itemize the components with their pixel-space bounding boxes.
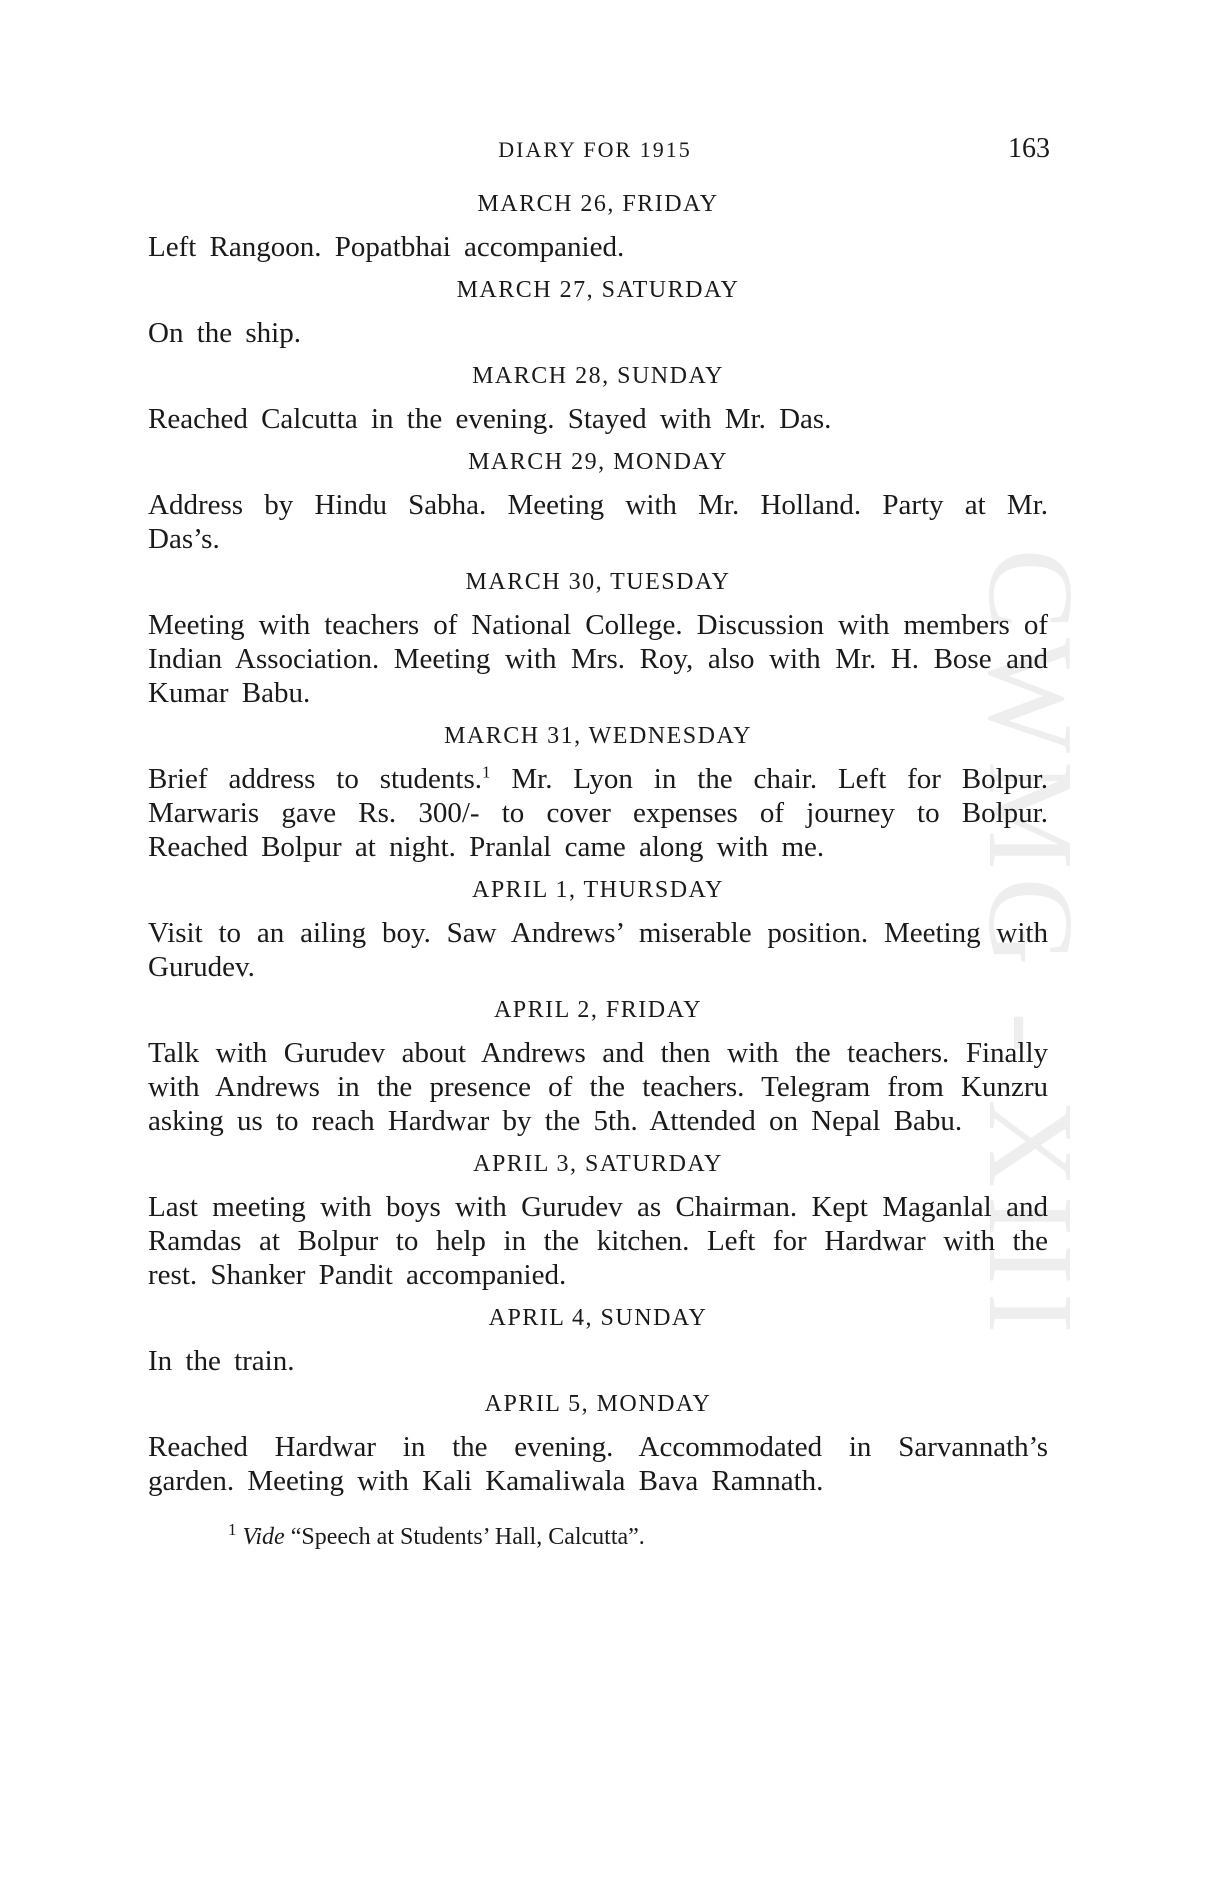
entry-text: Address by Hindu Sabha. Meeting with Mr. Holland. Party at Mr. Das’s. xyxy=(148,489,1048,555)
footnote-mark: 1 xyxy=(228,1520,237,1539)
entry-text-part: Brief address to students. xyxy=(148,763,482,795)
entry-date: MARCH 27, SATURDAY xyxy=(456,277,740,303)
footnote-italic: Vide xyxy=(242,1524,285,1550)
running-title: DIARY FOR 1915 xyxy=(498,137,692,162)
entry-date: MARCH 28, SUNDAY xyxy=(472,363,724,389)
entry-text: Talk with Gurudev about Andrews and then with the teachers. Finally with Andrews in the presence of the teachers. Telegram from Kunzru asking us to reach Hardwar by the 5th. Attended on Nepal Babu. xyxy=(148,1037,1048,1137)
entry-text xyxy=(148,762,1048,864)
entry-date: APRIL 2, FRIDAY xyxy=(493,997,703,1023)
entry-text: On the ship. xyxy=(148,317,301,349)
entry-date: MARCH 26, FRIDAY xyxy=(477,191,719,217)
entry-text: Last meeting with boys with Gurudev as Chairman. Kept Maganlal and Ramdas at Bolpur to help in the kitchen. Left for Hardwar with the rest. Shanker Pandit accompanied. xyxy=(148,1191,1048,1291)
entry-text: Visit to an ailing boy. Saw Andrews’ miserable position. Meeting with Gurudev. xyxy=(148,917,1048,983)
entry-text-part: Mr. Lyon in the chair. Left for Bolpur. Marwaris gave Rs. 300/- to cover expenses of journey to Bolpur. Reached Bolpur at night. Pranlal came along with me. xyxy=(148,763,1048,863)
entry-date: MARCH 30, TUESDAY xyxy=(465,569,731,595)
entry-text: Reached Hardwar in the evening. Accommodated in Sarvannath’s garden. Meeting with Kali Kamaliwala Bava Ramnath. xyxy=(148,1431,1048,1497)
running-header xyxy=(150,133,1050,173)
entry-text: Left Rangoon. Popatbhai accompanied. xyxy=(148,231,625,263)
watermark-text: CWMG - XIII xyxy=(963,548,1098,1342)
entry-date: MARCH 31, WEDNESDAY xyxy=(444,723,752,749)
entry-date: APRIL 1, THURSDAY xyxy=(472,877,724,903)
entry-date: APRIL 5, MONDAY xyxy=(484,1391,712,1417)
entry-text: In the train. xyxy=(148,1345,295,1377)
entry-text: Reached Calcutta in the evening. Stayed with Mr. Das. xyxy=(148,403,832,435)
entry-date: APRIL 3, SATURDAY xyxy=(473,1151,723,1177)
entry-text: Meeting with teachers of National College. Discussion with members of Indian Association. Meeting with Mrs. Roy, also with Mr. H. Bose and Kumar Babu. xyxy=(148,609,1048,709)
entry-date: APRIL 4, SUNDAY xyxy=(488,1305,708,1331)
diary-body xyxy=(148,188,1048,1552)
footnote-text: “Speech at Students’ Hall, Calcutta”. xyxy=(284,1524,645,1550)
footnote-reference: 1 xyxy=(482,762,491,782)
page-number: 163 xyxy=(1008,133,1050,164)
footnote xyxy=(148,1522,1048,1552)
entry-date: MARCH 29, MONDAY xyxy=(468,449,728,475)
